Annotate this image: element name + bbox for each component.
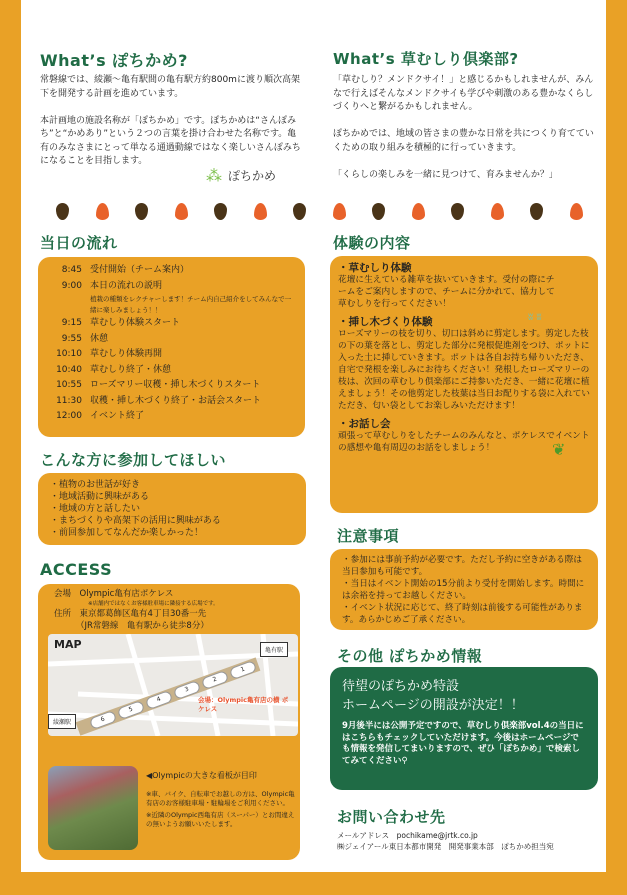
experience-body: 頑張って草むしりをしたチームのみんなと、ポケレスでイベントの感想や亀有周辺のお話をしましょう！	[338, 431, 590, 453]
info-box	[330, 667, 598, 790]
email-link[interactable]: pochikame@jrtk.co.jp	[396, 831, 478, 840]
schedule-row	[48, 279, 295, 295]
map-station-kameari: 亀有駅	[260, 642, 288, 657]
schedule-label: 草むしり終了・休憩	[90, 364, 172, 375]
schedule-row	[48, 347, 295, 363]
logo-text: ぽちかめ	[228, 169, 277, 183]
experience-title: 体験の内容	[333, 234, 411, 252]
access-note: ※車、バイク、自転車でお越しの方は、Olympic亀有店のお客様駐車場・駐輪場をご利用ください。	[146, 790, 295, 807]
club-p2: ぽちかめでは、地域の皆さまの豊かな日常を共につくり育てていくための取り組みを積極的に行っていきます。	[333, 129, 594, 153]
venue-label: 会場	[54, 589, 72, 599]
map-block: 3	[173, 680, 202, 700]
address-label: 住所	[54, 609, 72, 619]
access-title: ACCESS	[40, 560, 113, 579]
venue-note: ※店舗内ではなくお客様駐車場に隣接する広場です。	[88, 601, 219, 607]
map-venue-label: 会場：Olympic亀有店の横 ポケレス	[198, 696, 289, 713]
contact-title: お問い合わせ先	[337, 808, 446, 826]
access-note: ※近隣のOlympic西亀有店（スーパー）とお間違えの無いようお願いいたします。	[146, 811, 295, 828]
caution-item: ・当日はイベント開始の15分前より受付を開始します。時間には余裕を持ってお越しください。	[342, 579, 585, 601]
info-title: その他 ぽちかめ情報	[337, 647, 483, 665]
email-label: メールアドレス	[337, 831, 390, 840]
seed-orange-icon	[570, 203, 583, 220]
target-title: こんな方に参加してほしい	[40, 451, 227, 469]
contact-info	[337, 830, 554, 852]
map-block: 1	[229, 660, 258, 680]
seed-orange-icon	[96, 203, 109, 220]
info-body: 9月後半には公開予定ですので、草むしり倶楽部vol.4の当日にはこちらもチェックしていただけます。今後はホームページでも情報を発信してまいりますので、ぜひ「ぽちかめ」で検索してみてください	[342, 721, 584, 766]
caution-box	[330, 549, 598, 630]
seed-orange-icon	[254, 203, 267, 220]
map-block: 5	[117, 700, 146, 720]
schedule-time: 9:00	[61, 280, 82, 291]
schedule-label: 草むしり体験スタート	[90, 318, 181, 328]
club-text	[333, 74, 598, 182]
schedule-note: 植栽の種類をレクチャーします！チーム内自己紹介をしてみんなで一緒に楽しみましょう！！	[90, 295, 292, 314]
schedule-time: 12:00	[56, 411, 82, 421]
target-item: ・前回参加してなんだか楽しかった！	[50, 528, 204, 538]
schedule-label: 本日の流れの説明	[90, 280, 163, 291]
info-headline-1: 待望のぽちかめ特設	[342, 679, 460, 694]
schedule-time: 9:55	[61, 333, 82, 344]
caution-item: ・参加には事前予約が必要です。ただし予約に空きがある際は当日参加も可能です。	[342, 555, 582, 577]
seed-orange-icon	[412, 203, 425, 220]
leaf-icon: ❦	[552, 440, 566, 459]
schedule-row	[48, 409, 295, 425]
schedule-time: 8:45	[61, 265, 82, 275]
pochikame-title: What’s ぽちかめ?	[40, 51, 188, 70]
venue-name: Olympic亀有店ポケレス	[79, 589, 174, 599]
target-item: ・地域の方と話したい	[50, 504, 141, 514]
address: 東京都葛飾区亀有4丁目30番一先	[79, 609, 207, 619]
caution-item: ・イベント状況に応じて、終了時刻は前後する可能性があります。あらかじめご了承ください。	[342, 603, 583, 625]
schedule-label: 収穫・挿し木づくり終了・お話会スタート	[90, 395, 262, 406]
schedule-title: 当日の流れ	[40, 234, 118, 252]
map-block: 4	[145, 690, 174, 710]
target-item: ・植物のお世話が好き	[50, 480, 141, 490]
pochikame-logo	[206, 166, 276, 185]
seed-orange-icon	[333, 203, 346, 220]
address-note: （JR常磐線 亀有駅から徒歩8分）	[76, 621, 209, 631]
schedule-label: ローズマリー収穫・挿し木づくりスタート	[90, 380, 261, 390]
club-title: What’s 草むしり倶楽部?	[333, 50, 519, 68]
schedule-row	[48, 332, 295, 348]
map-title: MAP	[54, 638, 82, 651]
schedule-row	[48, 263, 295, 279]
seed-orange-icon	[175, 203, 188, 220]
logo-sun-icon: ⁂	[206, 166, 222, 185]
access-box	[38, 584, 300, 860]
access-map[interactable]	[48, 634, 298, 736]
experience-heading: ・草むしり体験	[338, 262, 412, 274]
schedule-label: 休憩	[90, 333, 109, 344]
schedule-row	[48, 378, 295, 394]
schedule-time: 10:10	[56, 349, 82, 359]
map-station-ayase: 綾瀬駅	[48, 714, 76, 729]
experience-body: 花壇に生えている雑草を抜いていきます。受付の際にチームをご案内しますので、チームに分かれて、協力して草むしりを行ってください！	[338, 275, 555, 309]
pochikame-p2: 本計画地の施設名称が「ぽちかめ」です。ぽちかめは“さんぽみち”と“かめあり”という２つの言葉を掛け合わせた名称です。亀有のみなさまにとって単なる通過動線ではなく楽しいさんぽみちになることを目指します。	[40, 115, 301, 166]
access-notes	[146, 790, 296, 832]
info-headline-2: ホームページの開設が決定！！	[342, 698, 524, 713]
experience-heading: ・お話し会	[338, 418, 391, 430]
club-p1: 「草むしり？メンドクサイ！」と感じるかもしれませんが、みんなで行えばそんなメンドクサイも学びや刺激のある豊かなくらしづくりへと繋がるかもしれません。	[333, 75, 594, 112]
pochikame-text	[40, 74, 302, 169]
contact-org: ㈱ジェイアール東日本都市開発 開発事業本部 ぽちかめ担当宛	[337, 842, 554, 851]
target-item: ・まちづくりや高架下の活用に興味がある	[50, 516, 221, 526]
schedule-label: 受付開始（チーム案内）	[90, 265, 190, 275]
target-item: ・地域活動に興味がある	[50, 492, 150, 502]
grass-icon: ʬ ʬ	[528, 312, 542, 323]
schedule-label: 草むしり体験再開	[90, 349, 163, 359]
search-icon: ⚲	[401, 755, 408, 766]
schedule-time: 9:15	[61, 318, 82, 328]
caution-title: 注意事項	[337, 527, 400, 545]
access-info	[54, 588, 219, 632]
schedule-box	[38, 257, 305, 437]
schedule-label: イベント終了	[90, 411, 145, 421]
experience-body: ローズマリーの枝を切り、切口は斜めに剪定します。剪定した枝の下の葉を落とし、剪定した部分に発根促進剤をつけ、ポットに入った土に挿していきます。ポットは各自お持ち帰りいただき、自宅で発根を楽しみにお待ちください！発根したローズマリーの枝は、次回の草むしり倶楽部にご持参いただき、一緒に花壇に植えましょう！その他剪定した枝葉は当日お配りする袋に入れていただき、匂い袋としてお楽しみいただけます！	[338, 329, 590, 411]
seed-orange-icon	[491, 203, 504, 220]
schedule-row	[48, 394, 295, 410]
experience-heading: ・挿し木づくり体験	[338, 316, 433, 328]
schedule-time: 10:40	[56, 364, 82, 375]
venue-photo	[48, 766, 138, 850]
schedule-row	[48, 363, 295, 379]
club-p3: 「くらしの楽しみを一緒に見つけて、育みませんか？」	[333, 169, 558, 180]
schedule-time: 10:55	[56, 380, 82, 390]
pochikame-p1: 常磐線では、綾瀬～亀有駅間の亀有駅方約800mに渡り順次高架下を開発する計画を進めています。	[40, 75, 300, 99]
schedule-row	[48, 316, 295, 332]
schedule-time: 11:30	[56, 395, 82, 406]
experience-box	[330, 256, 598, 513]
map-block: 2	[201, 670, 230, 690]
target-box	[38, 473, 306, 545]
sign-caption: ◀Olympicの大きな看板が目印	[146, 771, 257, 780]
map-block: 6	[89, 710, 118, 730]
